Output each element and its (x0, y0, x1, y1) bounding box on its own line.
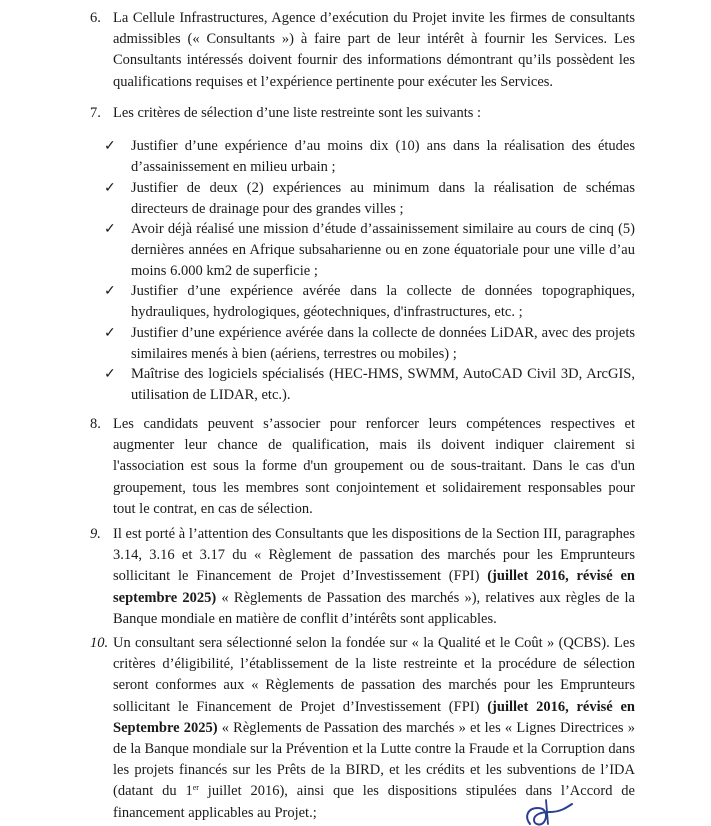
paragraph-8: Les candidats peuvent s’associer pour renforcer leurs compétences respectives et augmenter leur chance de qualification, mais ils doivent indiquer clairement si l'association est sous la forme d'un groupement ou de sous-traitant. Dans le cas d'un groupement, tous les membres sont conjointement et solidairement responsables pour tout le contrat, en cas de sélection. (113, 416, 635, 517)
checkmark-icon: ✓ (104, 367, 116, 382)
paragraph-9-text-b: « Règlements de Passation des marchés »), relatives aux règles de la Banque mondiale en matière de conflit d’intérêts sont applicables. (113, 589, 635, 627)
checkmark-icon: ✓ (104, 284, 116, 299)
criteria-item-4: Justifier d’une expérience avérée dans la collecte de données topographiques, hydrauliques, hydrologiques, géotechniques, d'infrastructures, etc. ; (131, 283, 635, 321)
item-number-10: 10. (90, 635, 109, 651)
criteria-item-1: Justifier d’une expérience d’au moins dix (10) ans dans la réalisation des études d’assainissement en milieu urbain ; (131, 138, 635, 176)
item-number-7: 7. (90, 105, 101, 121)
paragraph-10 (113, 633, 635, 824)
paragraph-9-date-emphasis: (juillet 2016, révisé en septembre 2025) (113, 568, 635, 606)
paragraph-10-text-c: juillet 2016), ainsi que les dispositions stipulées dans l’Accord de financement applicables au Projet.; (113, 783, 635, 821)
item-number-8: 8. (90, 416, 101, 432)
paragraph-6: La Cellule Infrastructures, Agence d’exécution du Projet invite les firmes de consultants admissibles (« Consultants ») à faire part de leur intérêt à fournir les Services. Les Consultants intéressés doivent fournir des informations démontrant qu’ils possèdent les qualifications requises et l’expérience pertinente pour exécuter les Services. (113, 10, 635, 90)
checkmark-icon: ✓ (104, 222, 116, 237)
paragraph-10-superscript: er (192, 783, 199, 793)
paragraph-10-text-a: Un consultant sera sélectionné selon la fondée sur « la Qualité et le Coût » (QCBS). Les critères d’éligibilité, l’établissement de la liste restreinte et la procédure de sélection seront conformes aux « Règlements de passation des marchés pour les Emprunteurs sollicitant le Financement de Projet d’Investissement (FPI) (113, 635, 635, 715)
criteria-item-3: Avoir déjà réalisé une mission d’étude d’assainissement similaire au cours de cinq (5) dernières années en Afrique subsaharienne ou en zone équatoriale pour une ville d’au moins 6.000 km2 de superficie ; (131, 221, 635, 280)
item-number-9: 9. (90, 526, 101, 542)
checkmark-icon: ✓ (104, 181, 116, 196)
paragraph-10-date-emphasis: (juillet 2016, révisé en Septembre 2025) (113, 698, 635, 736)
paragraph-9-text-a: Il est porté à l’attention des Consultants que les dispositions de la Section III, paragraphes 3.14, 3.16 et 3.17 du « Règlement de passation des marchés pour les Emprunteurs sollicitant le Financement de Projet d’Investissement (FPI) (113, 526, 635, 585)
paragraph-10-text-b: « Règlements de Passation des marchés » et les « Lignes Directrices » de la Banque mondiale sur la Prévention et la Lutte contre la Fraude et la Corruption dans les projets financés sur les Prêts de la BIRD, et les crédits et les subventions de l’IDA (datant du 1 (113, 719, 635, 800)
signature-mark (510, 798, 590, 826)
criteria-item-5: Justifier d’une expérience avérée dans la collecte de données LiDAR, avec des projets similaires menés à bien (aériens, terrestres ou mobiles) ; (131, 325, 635, 363)
paragraph-9 (113, 524, 635, 630)
item-number-6: 6. (90, 10, 101, 26)
checkmark-icon: ✓ (104, 139, 116, 154)
criteria-item-6: Maîtrise des logiciels spécialisés (HEC-HMS, SWMM, AutoCAD Civil 3D, ArcGIS, utilisation de LIDAR, etc.). (131, 366, 635, 404)
paragraph-7: Les critères de sélection d’une liste restreinte sont les suivants : (113, 105, 482, 121)
checkmark-icon: ✓ (104, 326, 116, 341)
criteria-item-2: Justifier de deux (2) expériences au minimum dans la réalisation de schémas directeurs de drainage pour des grandes villes ; (131, 180, 635, 218)
